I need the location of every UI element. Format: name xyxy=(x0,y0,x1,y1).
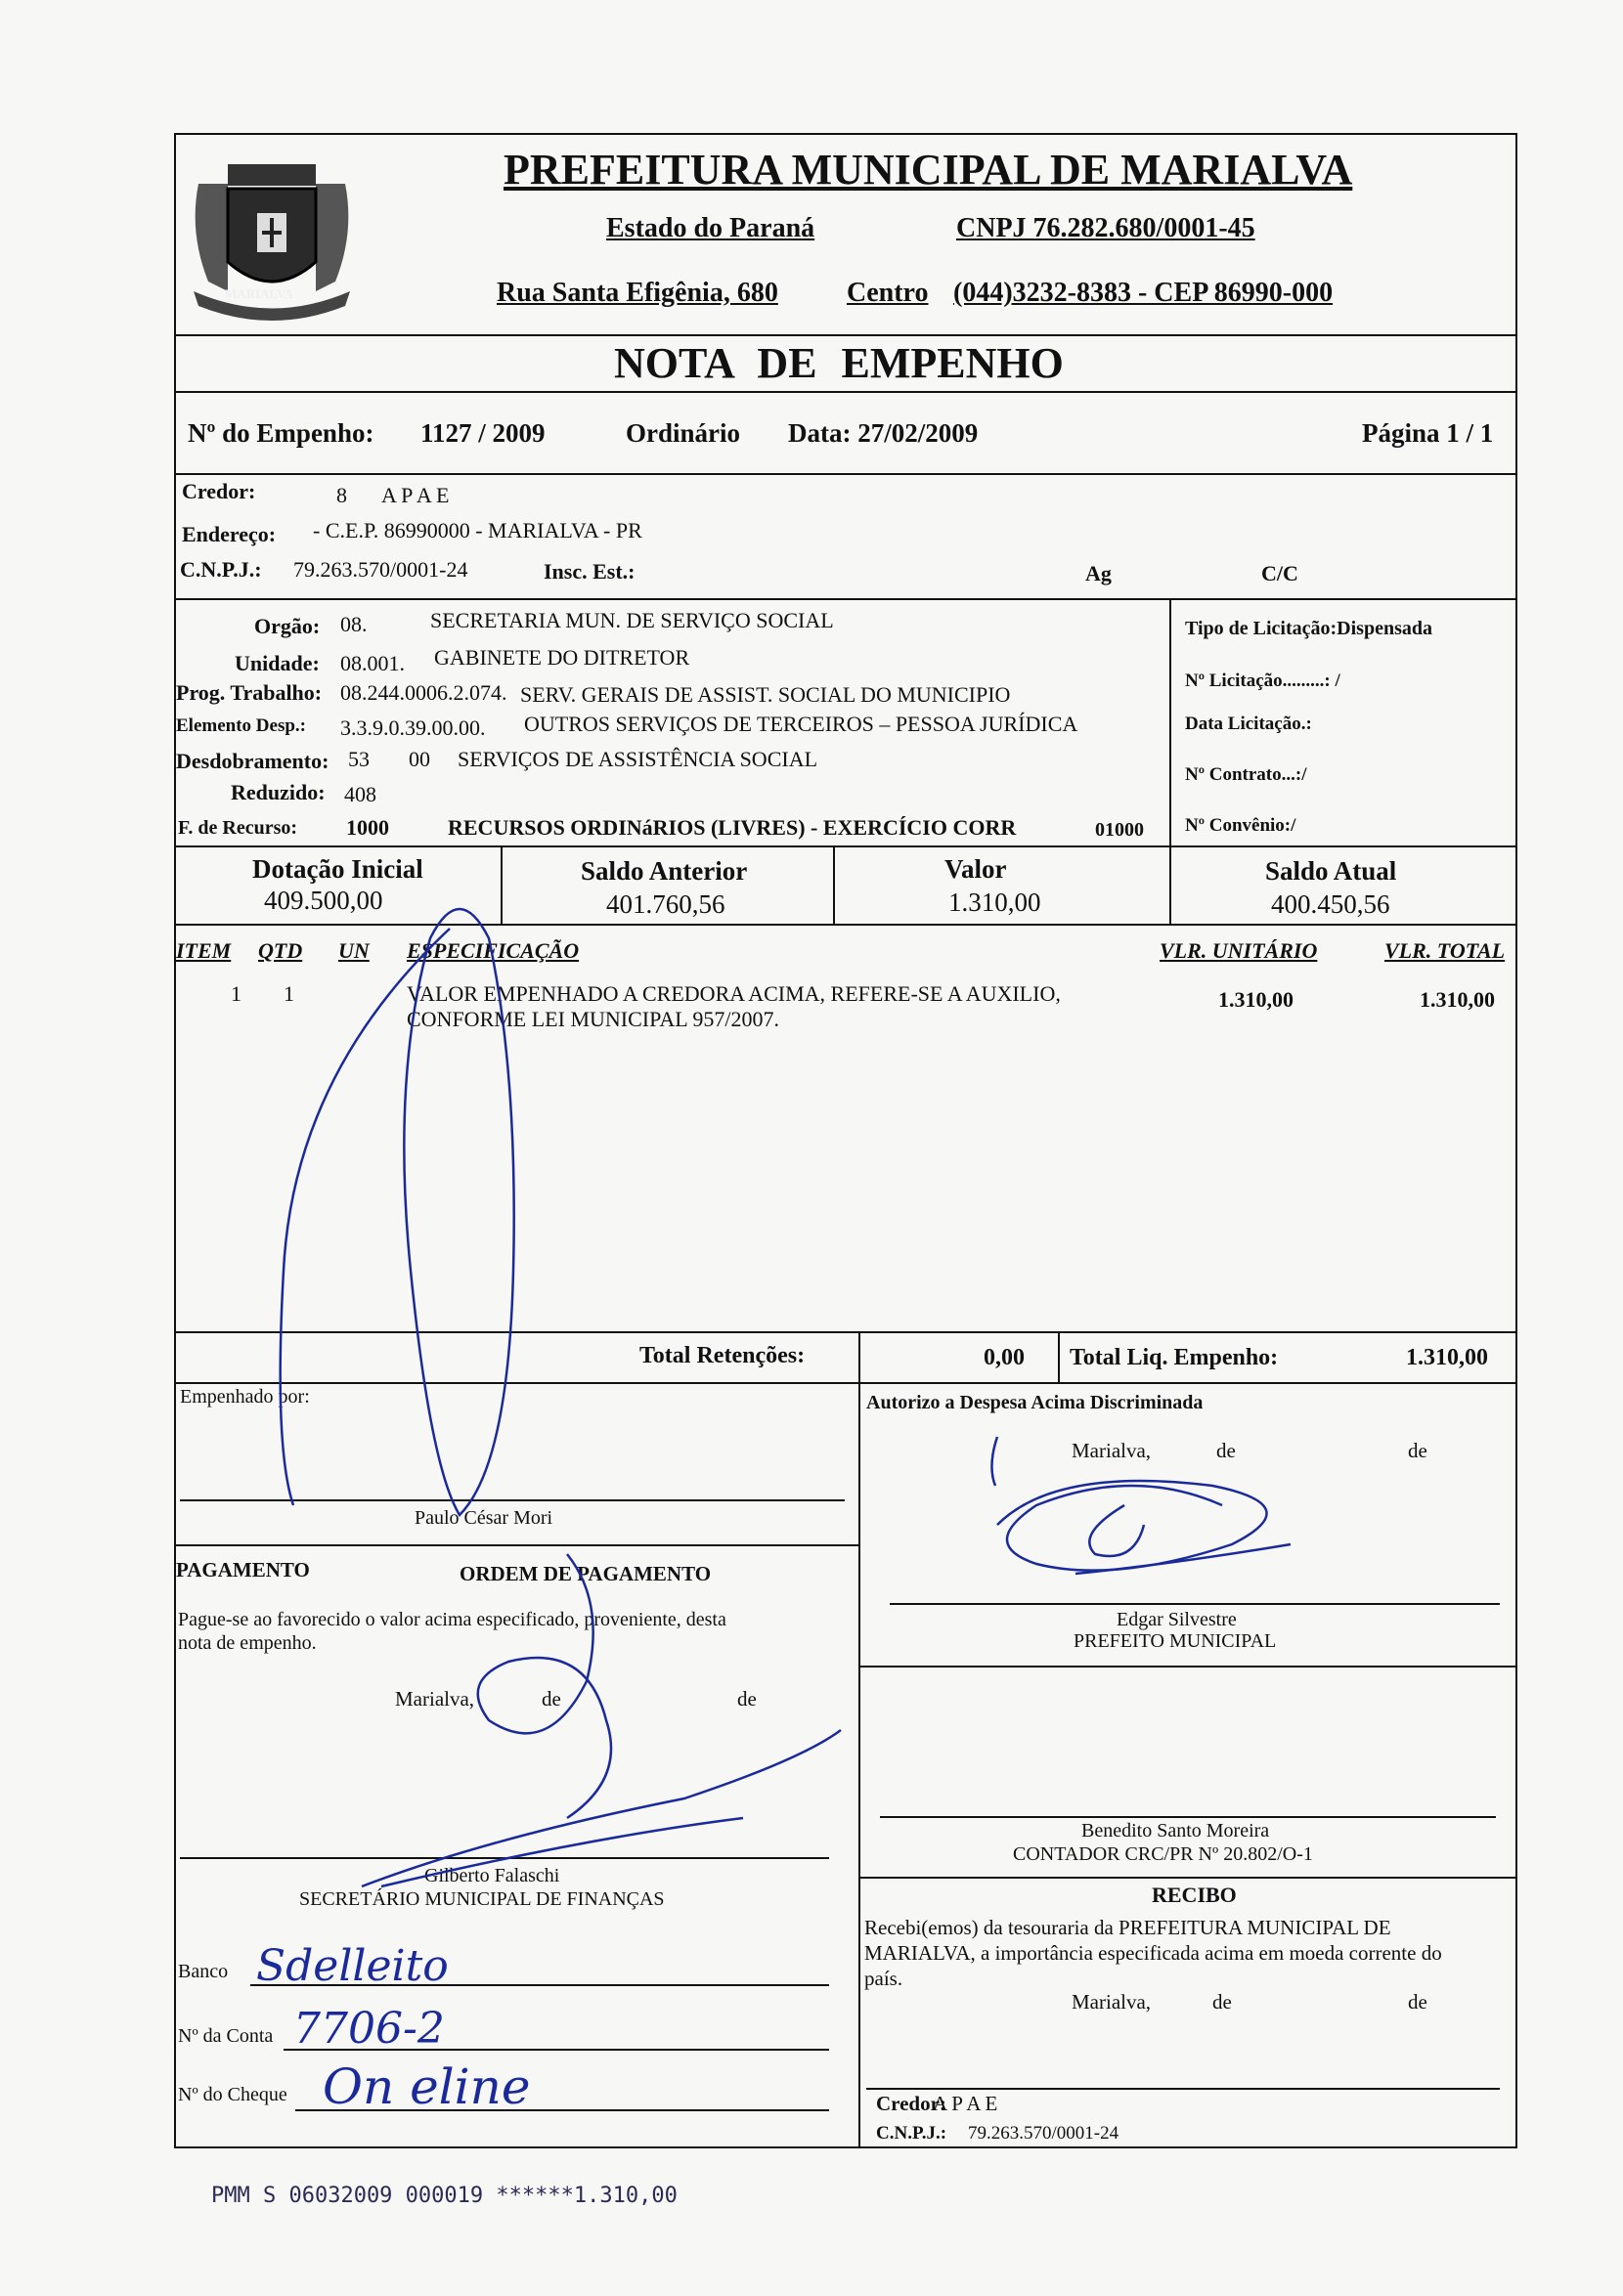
cheque-handwritten: On eline xyxy=(323,2058,531,2115)
pagamento-de-1: de xyxy=(542,1687,561,1711)
licitacao-numero: Nº Licitação.........: / xyxy=(1185,671,1340,691)
bank-stamp: PMM S 06032009 000019 ******1.310,00 xyxy=(211,2184,678,2208)
pagamento-texto-2: nota de empenho. xyxy=(178,1632,317,1654)
recibo-texto-3: país. xyxy=(864,1967,903,1990)
item-numero: 1 xyxy=(231,981,241,1006)
unidade-nome: GABINETE DO DITRETOR xyxy=(434,645,690,670)
desdobramento-label: Desdobramento: xyxy=(176,749,329,773)
recibo-de-2: de xyxy=(1408,1990,1427,2014)
valor-label: Valor xyxy=(944,854,1007,884)
credor-endereco: - C.E.P. 86990000 - MARIALVA - PR xyxy=(313,518,642,542)
licitacao-data: Data Licitação.: xyxy=(1185,714,1312,734)
credor-nome: A P A E xyxy=(381,483,450,507)
cheque-label: Nº do Cheque xyxy=(178,2084,287,2105)
autorizo-de-1: de xyxy=(1216,1439,1236,1462)
telefone-cep: (044)3232-8383 - CEP 86990-000 xyxy=(953,278,1334,308)
conta-label: Nº da Conta xyxy=(178,2025,274,2047)
reduzido-label: Reduzido: xyxy=(231,780,326,804)
convenio-numero: Nº Convênio:/ xyxy=(1185,815,1296,836)
doc-title: NOTA DE EMPENHO xyxy=(614,339,1064,387)
recurso-nome: RECURSOS ORDINáRIOS (LIVRES) - EXERCÍCIO CORR xyxy=(448,815,1017,840)
ordem-pagamento-label: ORDEM DE PAGAMENTO xyxy=(460,1562,712,1585)
total-liq-label: Total Liq. Empenho: xyxy=(1070,1345,1279,1370)
ag-label: Ag xyxy=(1085,561,1112,585)
item-especificacao-1: VALOR EMPENHADO A CREDORA ACIMA, REFERE-SE A AUXILIO, xyxy=(407,981,1061,1006)
banco-handwritten: Sdelleito xyxy=(256,1941,449,1991)
recibo-cnpj-label: C.N.P.J.: xyxy=(876,2123,947,2144)
prog-codigo: 08.244.0006.2.074. xyxy=(340,680,507,705)
item-especificacao-2: CONFORME LEI MUNICIPAL 957/2007. xyxy=(407,1007,779,1031)
prog-nome: SERV. GERAIS DE ASSIST. SOCIAL DO MUNICIPIO xyxy=(520,682,1011,707)
empenho-tipo: Ordinário xyxy=(626,418,741,448)
item-vlr-total: 1.310,00 xyxy=(1420,987,1495,1012)
centro-label: Centro xyxy=(847,278,929,308)
prog-label: Prog. Trabalho: xyxy=(176,680,323,705)
contrato-numero: Nº Contrato...:/ xyxy=(1185,764,1307,785)
empenho-numero: 1127 / 2009 xyxy=(420,418,546,448)
recibo-credor-label: Credor: xyxy=(876,2092,946,2115)
prefeito-nome: Edgar Silvestre xyxy=(1117,1609,1237,1630)
item-vlr-unitario: 1.310,00 xyxy=(1218,987,1294,1012)
banco-label: Banco xyxy=(178,1961,229,1982)
credor-label: Credor: xyxy=(182,479,256,503)
desdobramento-nome: SERVIÇOS DE ASSISTÊNCIA SOCIAL xyxy=(458,747,818,771)
reduzido-valor: 408 xyxy=(344,782,376,806)
saldo-atual-label: Saldo Atual xyxy=(1265,856,1397,886)
orgao-nome: SECRETARIA MUN. DE SERVIÇO SOCIAL xyxy=(430,608,834,632)
empenho-data: Data: 27/02/2009 xyxy=(788,418,979,448)
recibo-de-1: de xyxy=(1212,1990,1232,2014)
pagamento-texto-1: Pague-se ao favorecido o valor acima especificado, proveniente, desta xyxy=(178,1609,726,1630)
credor-cnpj: 79.263.570/0001-24 xyxy=(293,557,468,582)
col-item: ITEM xyxy=(176,938,232,963)
empenho-pagina: Página 1 / 1 xyxy=(1362,418,1494,448)
col-especificacao: ESPECIFICAÇÃO xyxy=(407,938,580,963)
recibo-label: RECIBO xyxy=(1152,1883,1237,1907)
total-liq-valor: 1.310,00 xyxy=(1406,1345,1488,1370)
desdobramento-codigo: 53 xyxy=(348,747,370,771)
col-un: UN xyxy=(338,938,370,963)
endereco-label: Endereço: xyxy=(182,522,277,546)
recurso-codigo: 1000 xyxy=(346,815,389,840)
autorizo-marialva: Marialva, xyxy=(1072,1439,1152,1462)
empenhado-nome: Paulo César Mori xyxy=(415,1507,553,1529)
recibo-marialva: Marialva, xyxy=(1072,1990,1152,2014)
recibo-texto-2: MARIALVA, a importância especificada acima em moeda corrente do xyxy=(864,1941,1442,1965)
saldo-anterior-label: Saldo Anterior xyxy=(581,856,748,886)
total-retencoes-label: Total Retenções: xyxy=(639,1343,806,1368)
item-quantidade: 1 xyxy=(284,981,294,1006)
insc-label: Insc. Est.: xyxy=(544,559,636,584)
dotacao-label: Dotação Inicial xyxy=(252,854,423,884)
recurso-fim: 01000 xyxy=(1095,819,1144,841)
recibo-cnpj: 79.263.570/0001-24 xyxy=(968,2123,1119,2144)
seal-label: MARIALVA xyxy=(225,286,294,301)
empenho-numero-label: Nº do Empenho: xyxy=(188,418,374,448)
prefeito-cargo: PREFEITO MUNICIPAL xyxy=(1074,1630,1277,1652)
contador-cargo: CONTADOR CRC/PR Nº 20.802/O-1 xyxy=(1013,1843,1313,1865)
pagamento-label: PAGAMENTO xyxy=(176,1558,310,1581)
elemento-nome: OUTROS SERVIÇOS DE TERCEIROS – PESSOA JURÍDICA xyxy=(524,712,1078,736)
autorizo-label: Autorizo a Despesa Acima Discriminada xyxy=(866,1392,1204,1413)
autorizo-de-2: de xyxy=(1408,1439,1427,1462)
saldo-atual-valor: 400.450,56 xyxy=(1271,889,1390,919)
col-vlr-total: VLR. TOTAL xyxy=(1384,938,1506,963)
recibo-texto-1: Recebi(emos) da tesouraria da PREFEITURA MUNICIPAL DE xyxy=(864,1916,1391,1939)
unidade-codigo: 08.001. xyxy=(340,651,405,675)
recurso-label: F. de Recurso: xyxy=(178,817,298,839)
unidade-label: Unidade: xyxy=(235,651,320,675)
valor-empenho: 1.310,00 xyxy=(948,888,1041,917)
estado-label: Estado do Paraná xyxy=(606,213,815,243)
conta-handwritten: 7706-2 xyxy=(293,2004,445,2054)
cnpj-prefeitura: CNPJ 76.282.680/0001-45 xyxy=(956,213,1255,243)
licitacao-tipo: Tipo de Licitação:Dispensada xyxy=(1185,618,1432,639)
empenhado-por-label: Empenhado por: xyxy=(180,1386,310,1408)
dotacao-valor: 409.500,00 xyxy=(264,886,383,915)
elemento-codigo: 3.3.9.0.39.00.00. xyxy=(340,715,486,740)
secretario-nome: Gilberto Falaschi xyxy=(424,1865,560,1886)
total-retencoes-valor: 0,00 xyxy=(984,1345,1025,1370)
elemento-label: Elemento Desp.: xyxy=(176,715,306,736)
orgao-label: Orgão: xyxy=(254,614,321,638)
endereco-prefeitura: Rua Santa Efigênia, 680 xyxy=(497,278,778,308)
recibo-credor-nome: A P A E xyxy=(933,2092,998,2115)
orgao-codigo: 08. xyxy=(340,612,368,636)
page-title: PREFEITURA MUNICIPAL DE MARIALVA xyxy=(504,146,1353,194)
credor-codigo: 8 xyxy=(336,483,347,507)
cc-label: C/C xyxy=(1261,561,1298,585)
secretario-cargo: SECRETÁRIO MUNICIPAL DE FINANÇAS xyxy=(299,1888,665,1910)
cnpj-label: C.N.P.J.: xyxy=(180,557,262,582)
contador-nome: Benedito Santo Moreira xyxy=(1081,1820,1270,1841)
desdobramento-sub: 00 xyxy=(409,747,430,771)
coat-of-arms-icon xyxy=(179,145,365,330)
saldo-anterior-valor: 401.760,56 xyxy=(606,889,725,919)
col-qtd: QTD xyxy=(258,938,303,963)
col-vlr-unitario: VLR. UNITÁRIO xyxy=(1160,938,1318,963)
pagamento-marialva: Marialva, xyxy=(395,1687,475,1711)
pagamento-de-2: de xyxy=(737,1687,757,1711)
